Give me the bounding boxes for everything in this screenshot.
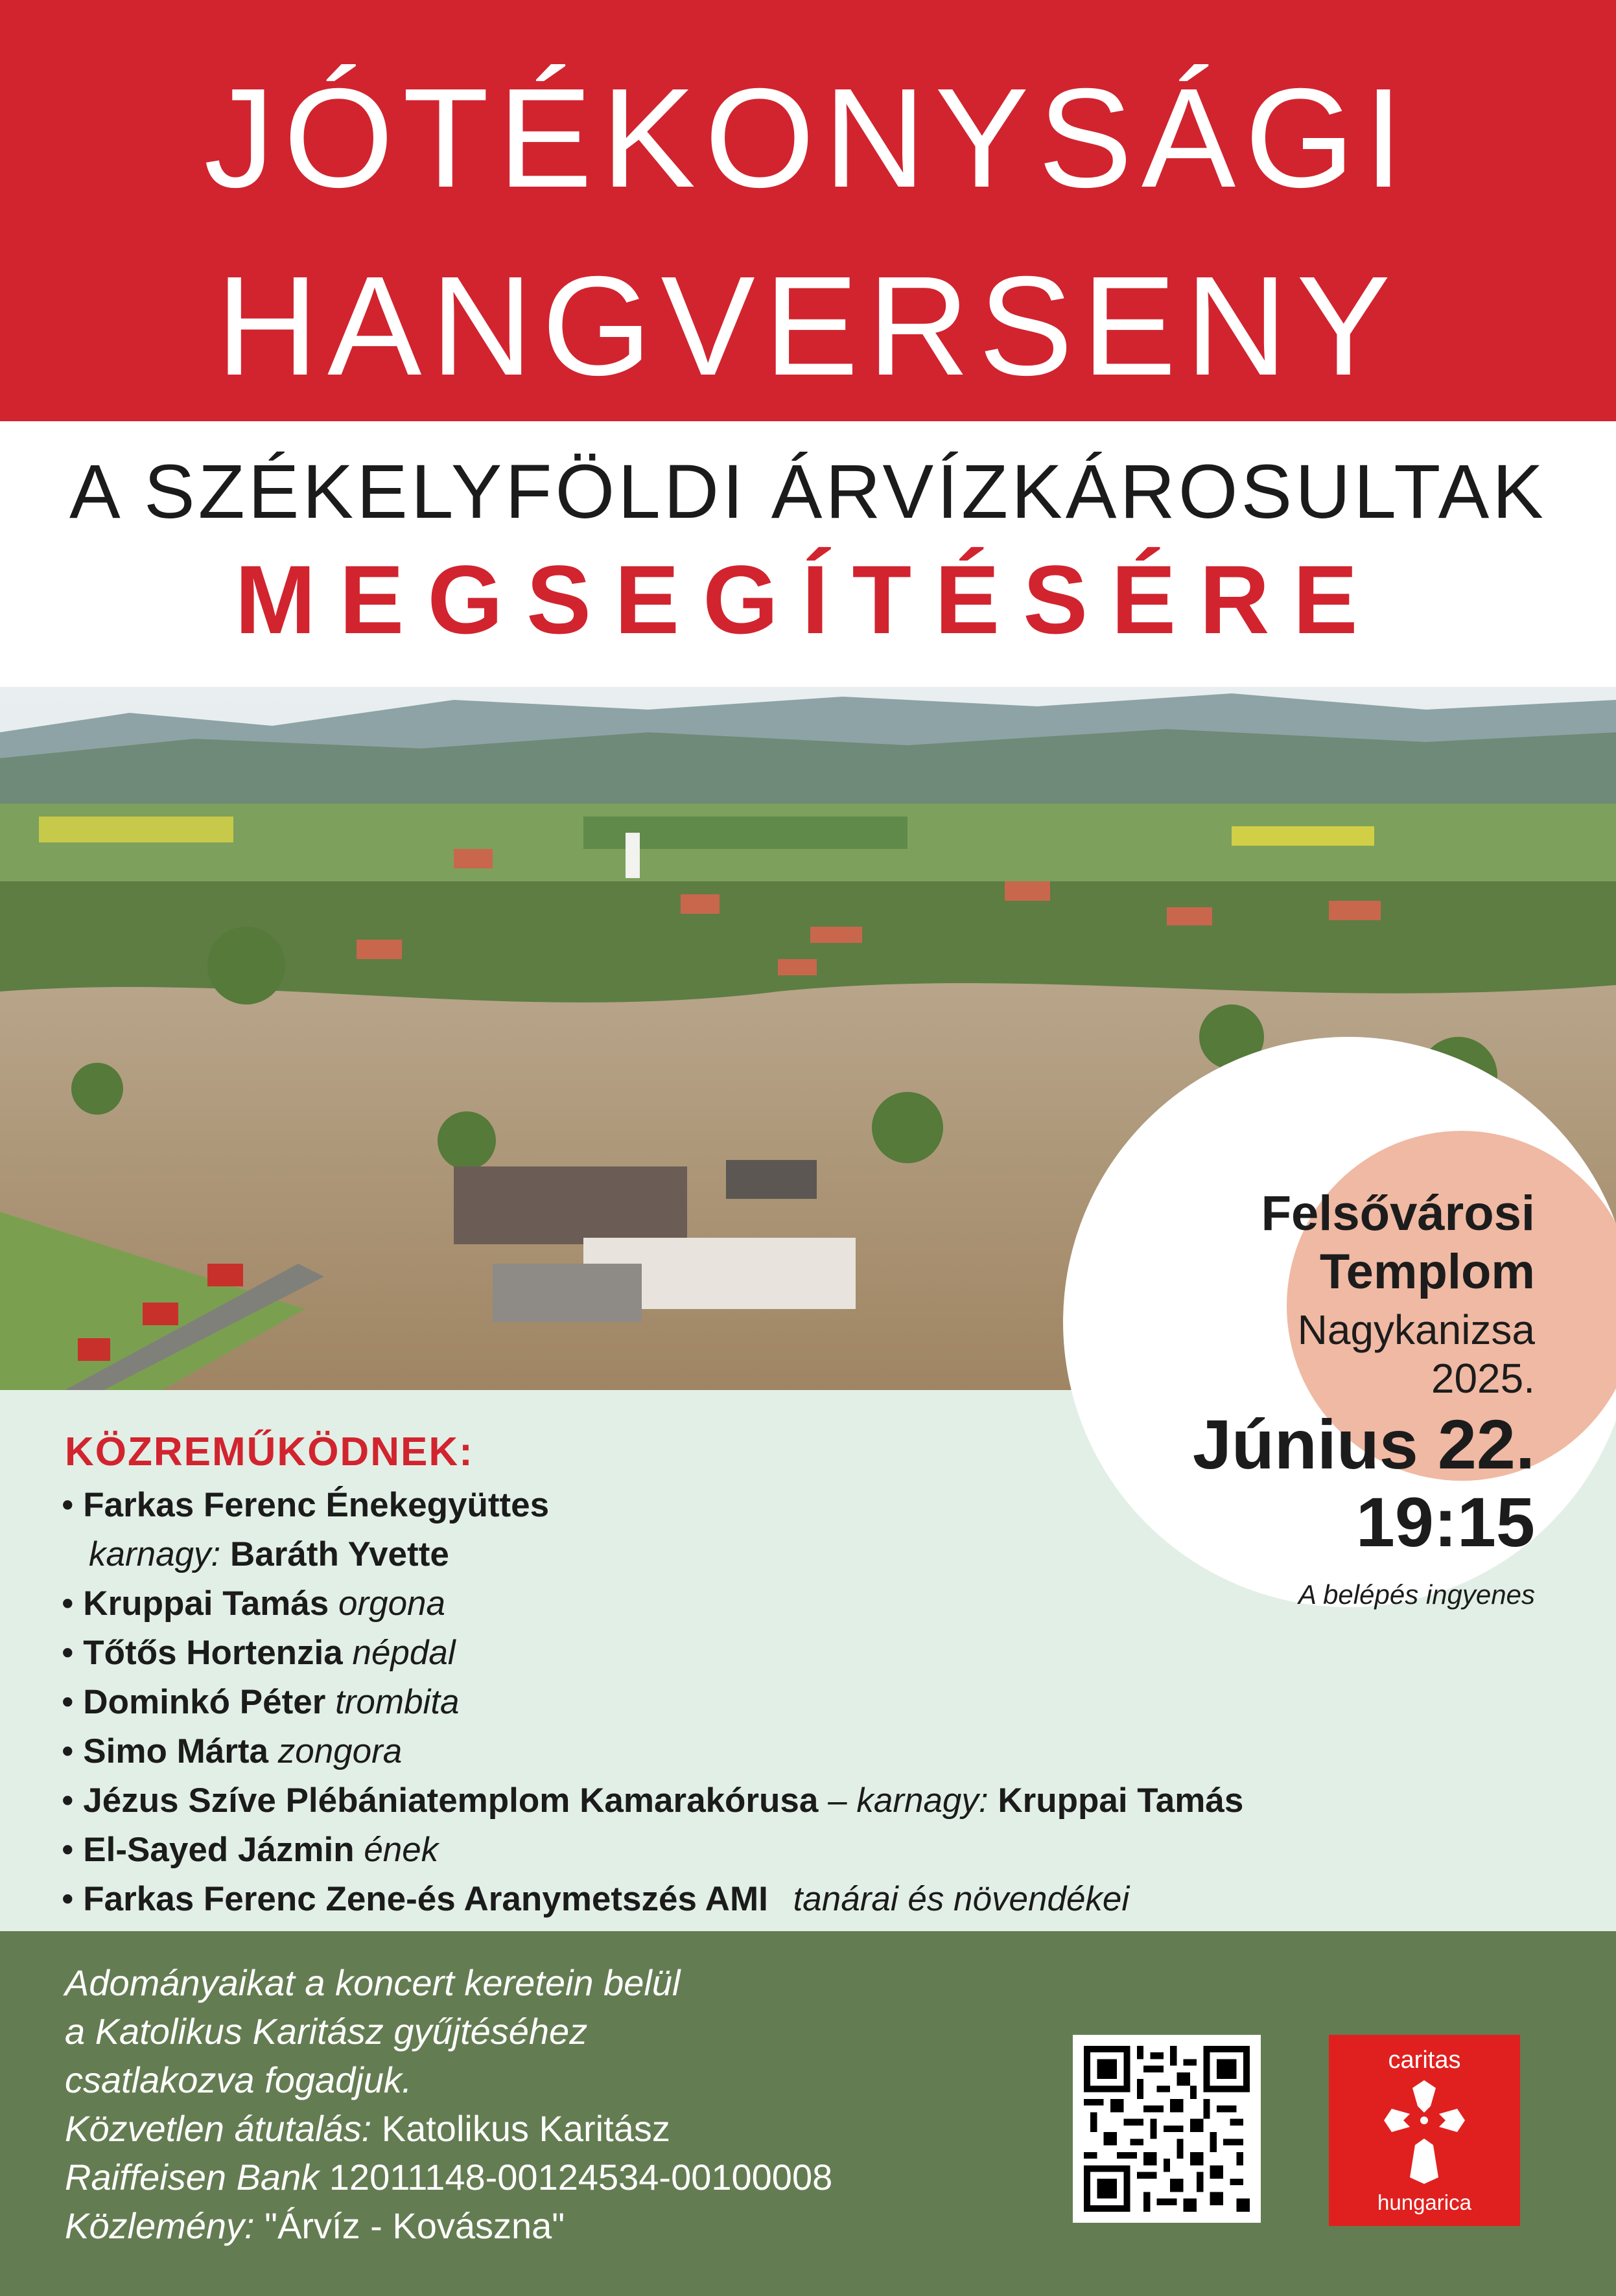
performer-name: El-Sayed Jázmin — [83, 1831, 355, 1869]
bank-label: Raiffeisen Bank — [65, 2157, 320, 2197]
note-line — [65, 2201, 832, 2250]
performer-role: zongora — [277, 1732, 403, 1770]
transfer-line — [65, 2104, 832, 2153]
subtitle-line-1: A SZÉKELYFÖLDI ÁRVÍZKÁROSULTAK — [69, 449, 1547, 535]
logo-top-text: caritas — [1388, 2047, 1461, 2074]
performers-title: KÖZREMŰKÖDNEK: — [65, 1430, 474, 1474]
performer-role: tanárai és növendékei — [793, 1880, 1130, 1918]
entry-note: A belépés ingyenes — [1298, 1579, 1535, 1610]
qr-code-icon — [1084, 2046, 1250, 2212]
performer-role: karnagy: — [89, 1535, 221, 1573]
bank-line — [65, 2153, 832, 2201]
bullet: • — [62, 1732, 74, 1770]
bullet: • — [62, 1486, 74, 1524]
donation-line-2: a Katolikus Karitász gyűjtéséhez — [65, 2011, 588, 2052]
caritas-cross-icon — [1384, 2080, 1465, 2184]
performer-name: Kruppai Tamás — [998, 1781, 1244, 1820]
subtitle-line-2: MEGSEGÍTÉSÉRE — [235, 545, 1381, 654]
venue-line-1: Felsővárosi — [1261, 1186, 1535, 1241]
performer-role: ének — [364, 1831, 439, 1869]
bank-account: 12011148-00124534-00100008 — [329, 2157, 833, 2197]
donation-info — [65, 1958, 832, 2250]
caritas-logo — [1329, 2035, 1520, 2226]
list-item — [62, 1826, 1243, 1875]
bullet: • — [62, 1634, 74, 1672]
performers-list — [62, 1481, 1243, 1924]
performer-name: Farkas Ferenc Énekegyüttes — [83, 1486, 550, 1524]
donation-line-1: Adományaikat a koncert keretein belül — [65, 1962, 681, 2003]
performer-name: Jézus Szíve Plébániatemplom Kamarakórusa — [83, 1781, 819, 1820]
bullet: • — [62, 1683, 74, 1721]
note-label: Közlemény: — [65, 2205, 255, 2246]
performer-name: Simo Márta — [83, 1732, 268, 1770]
performer-role: trombita — [335, 1683, 460, 1721]
transfer-label: Közvetlen átutalás: — [65, 2108, 372, 2149]
event-city: Nagykanizsa — [1297, 1306, 1535, 1353]
performer-role: orgona — [338, 1584, 446, 1623]
list-item — [62, 1579, 1243, 1629]
list-item — [62, 1776, 1243, 1826]
bullet: • — [62, 1781, 74, 1820]
performer-name: Kruppai Tamás — [83, 1584, 329, 1623]
transfer-value: Katolikus Karitász — [381, 2108, 670, 2149]
list-item — [62, 1727, 1243, 1776]
event-date: Június 22. — [1192, 1405, 1535, 1483]
list-item — [62, 1530, 1243, 1579]
list-item — [62, 1481, 1243, 1530]
event-time: 19:15 — [1355, 1483, 1535, 1561]
title-line-1: JÓTÉKONYSÁGI — [204, 60, 1412, 217]
bullet: • — [62, 1584, 74, 1623]
list-item — [62, 1875, 1243, 1924]
note-value: "Árvíz - Kovászna" — [264, 2205, 565, 2246]
list-item — [62, 1678, 1243, 1727]
performer-name: Farkas Ferenc Zene-és Aranymetszés AMI — [83, 1880, 768, 1918]
title-line-2: HANGVERSENY — [216, 248, 1400, 405]
venue-line-2: Templom — [1319, 1244, 1535, 1299]
bullet: • — [62, 1831, 74, 1869]
performer-name: Dominkó Péter — [83, 1683, 326, 1721]
performer-name: Tőtős Hortenzia — [83, 1634, 343, 1672]
separator: – — [828, 1781, 847, 1820]
performer-name: Baráth Yvette — [230, 1535, 449, 1573]
bullet: • — [62, 1880, 74, 1918]
performer-role: népdal — [352, 1634, 456, 1672]
performer-role: karnagy: — [856, 1781, 989, 1820]
list-item — [62, 1629, 1243, 1678]
event-year: 2025. — [1431, 1355, 1535, 1402]
logo-bottom-text: hungarica — [1377, 2190, 1471, 2214]
donation-line-3: csatlakozva fogadjuk. — [65, 2059, 412, 2100]
